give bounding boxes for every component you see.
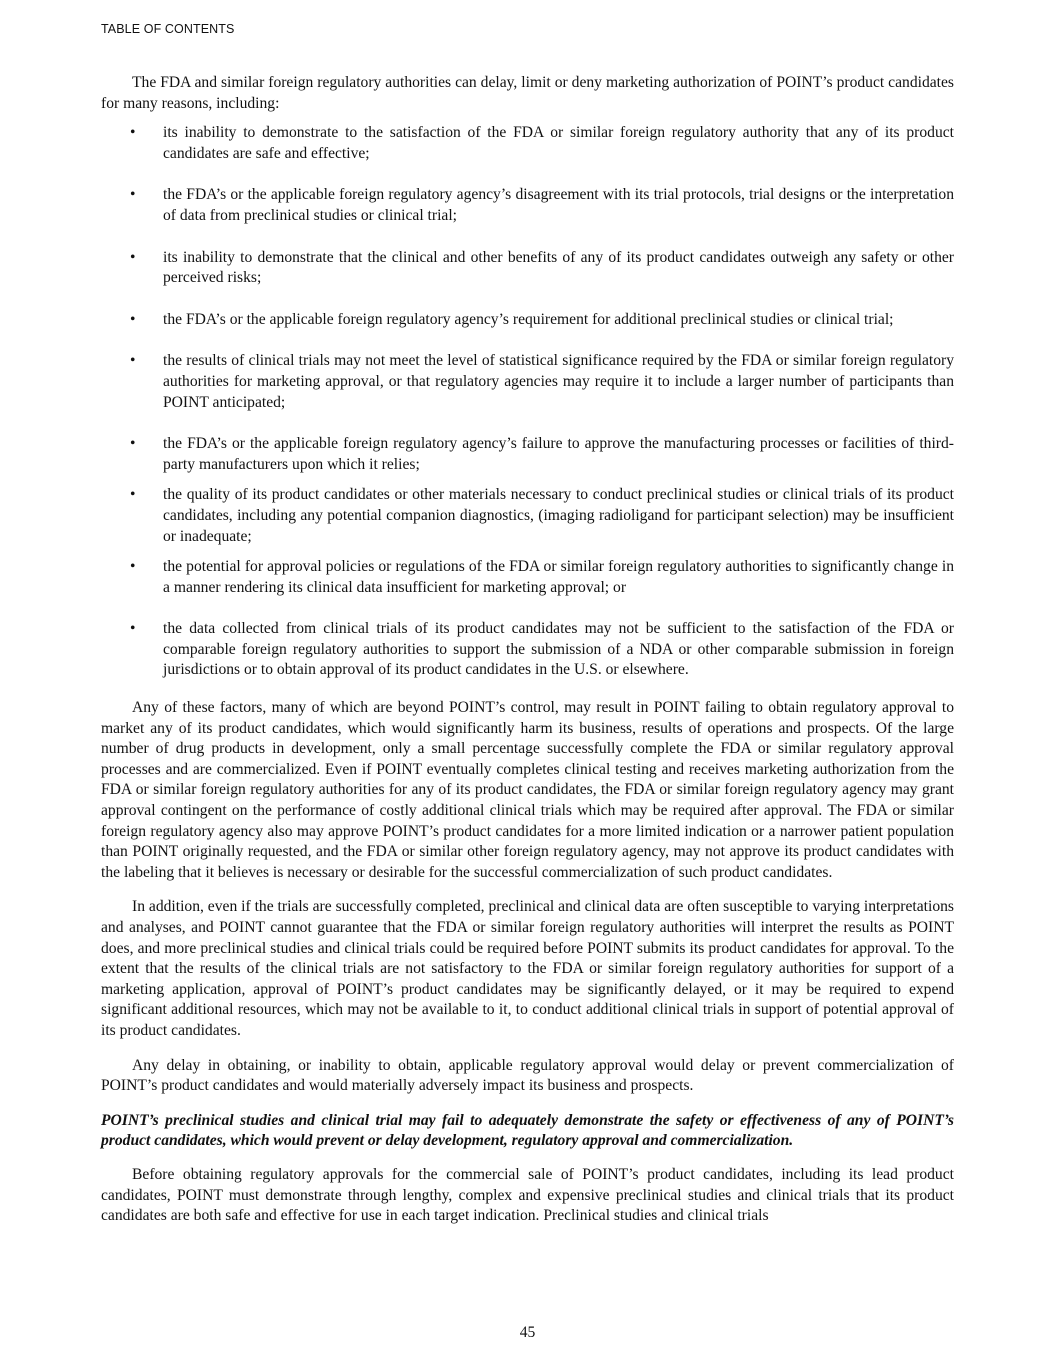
list-item-text: the FDA’s or the applicable foreign regulatory agency’s disagreement with its trial protocols, trial designs or the interpretation of data from preclinical studies or clinical trial; bbox=[163, 186, 954, 224]
list-item-text: the results of clinical trials may not meet the level of statistical significance required by the FDA or similar foreign regulatory authorities for marketing approval, or that regulatory agencies may require it to include a larger number of participants than POINT anticipated; bbox=[163, 352, 954, 411]
list-item bbox=[101, 485, 954, 547]
bullet-icon: • bbox=[130, 558, 136, 576]
intro-paragraph: The FDA and similar foreign regulatory authorities can delay, limit or deny marketing authorization of POINT’s product candidates for many reasons, including: bbox=[101, 74, 954, 112]
list-item bbox=[101, 619, 954, 681]
bullet-icon: • bbox=[130, 352, 136, 370]
list-item-text: its inability to demonstrate that the clinical and other benefits of any of its product candidates outweigh any safety or other perceived risks; bbox=[163, 248, 954, 287]
section-heading: POINT’s preclinical studies and clinical trial may fail to adequately demonstrate the safety or effectiveness of any of POINT’s product candidates, which would prevent or delay development, regulatory approval and commercialization. bbox=[101, 1111, 954, 1150]
body-paragraph: In addition, even if the trials are successfully completed, preclinical and clinical data are often susceptible to varying interpretations and analyses, and POINT cannot guarantee that the FDA or similar foreign regulatory authorities will interpret the results as POINT does, and more preclinical studies and clinical trials could be required before POINT submits its product candidates for approval. To the extent that the results of the clinical trials are not satisfactory to the FDA or similar foreign regulatory authorities for support of a marketing application, approval of POINT’s product candidates may be significantly delayed, or it may be required to expend significant additional resources, which may not be available to it, to conduct additional clinical trials in support of potential approval of its product candidates. bbox=[101, 898, 954, 1039]
page-number: 45 bbox=[519, 1324, 536, 1341]
bullet-icon: • bbox=[130, 248, 136, 266]
list-item-text: the FDA’s or the applicable foreign regulatory agency’s failure to approve the manufacturing processes or facilities of third-party manufacturers upon which it relies; bbox=[163, 435, 954, 473]
bullet-icon: • bbox=[130, 310, 136, 328]
list-item bbox=[101, 310, 954, 331]
list-item bbox=[101, 557, 954, 598]
list-item-text: the potential for approval policies or regulations of the FDA or similar foreign regulatory authorities to significantly change in a manner rendering its clinical data insufficient for marketing approval; or bbox=[163, 558, 954, 596]
bullet-icon: • bbox=[130, 620, 136, 638]
table-of-contents-link[interactable]: TABLE OF CONTENTS bbox=[101, 22, 235, 36]
body-paragraph: Any of these factors, many of which are beyond POINT’s control, may result in POINT failing to obtain regulatory approval to market any of its product candidates, which would significantly harm its business, results of operations and prospects. Of the large number of drug products in development, only a small percentage successfully complete the FDA or similar regulatory approval processes and are commercialized. Even if POINT eventually completes clinical testing and receives marketing authorization from the FDA or similar foreign regulatory authorities for any of its product candidates, the FDA or similar foreign regulatory agency may grant approval contingent on the performance of costly additional clinical trials which may be required after approval. The FDA or similar foreign regulatory agency also may approve POINT’s product candidates for a more limited indication or a narrower patient population than POINT originally requested, and the FDA or similar other foreign regulatory agency, may not approve its product candidates with the labeling that it believes is necessary or desirable for the successful commercialization of such product candidates. bbox=[101, 699, 954, 881]
body-paragraph: Any delay in obtaining, or inability to obtain, applicable regulatory approval would delay or prevent commercialization of POINT’s product candidates and would materially adversely impact its business and prospects. bbox=[101, 1056, 954, 1095]
page-body bbox=[101, 73, 954, 1227]
list-item bbox=[101, 185, 954, 226]
bullet-icon: • bbox=[130, 124, 136, 142]
reasons-list bbox=[101, 123, 954, 681]
list-item bbox=[101, 351, 954, 413]
list-item bbox=[101, 434, 954, 475]
list-item-text: the data collected from clinical trials of its product candidates may not be sufficient to the satisfaction of the FDA or comparable foreign regulatory authorities to support the submission of a NDA or other comparable submission in foreign jurisdictions or to obtain approval of its product candidates in the U.S. or elsewhere. bbox=[163, 620, 954, 679]
bullet-icon: • bbox=[130, 486, 136, 504]
bullet-icon: • bbox=[130, 186, 136, 204]
list-item-text: the FDA’s or the applicable foreign regulatory agency’s requirement for additional preclinical studies or clinical trial; bbox=[163, 310, 894, 328]
bullet-icon: • bbox=[130, 435, 136, 453]
list-item-text: the quality of its product candidates or other materials necessary to conduct preclinical studies or clinical trials of its product candidates, including any potential companion diagnostics, (imaging radioligand for participant selection) may be insufficient or inadequate; bbox=[163, 486, 954, 545]
list-item-text: its inability to demonstrate to the satisfaction of the FDA or similar foreign regulatory authority that any of its product candidates are safe and effective; bbox=[163, 124, 954, 162]
list-item bbox=[101, 248, 954, 289]
list-item bbox=[101, 123, 954, 164]
body-paragraph: Before obtaining regulatory approvals for the commercial sale of POINT’s product candidates, including its lead product candidates, POINT must demonstrate through lengthy, complex and expensive preclinical studies and clinical trials that its product candidates are both safe and effective for use in each target indication. Preclinical studies and clinical trials bbox=[101, 1165, 954, 1225]
